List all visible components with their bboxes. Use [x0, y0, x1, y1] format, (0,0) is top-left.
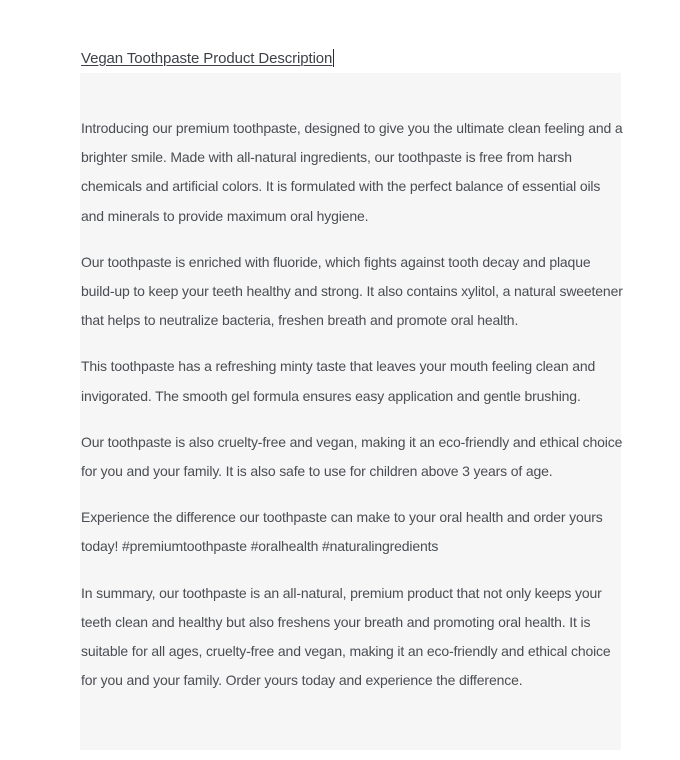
paragraph-summary: In summary, our toothpaste is an all-natural, premium product that not only keeps your teeth clean and healthy but also freshens your breath and promoting oral health. It is suitable for all ages, cruelty-free and vegan, making it an eco-friendly and ethical choice for you and your family. Order yours today and experience the difference. [81, 584, 611, 689]
document-body[interactable] [80, 73, 621, 750]
paragraph-call-to-action: Experience the difference our toothpaste can make to your oral health and order yours today! #premiumtoothpaste #oralhealth #naturalingredients [81, 509, 603, 555]
document-title: Vegan Toothpaste Product Description [81, 49, 333, 67]
paragraph-intro: Introducing our premium toothpaste, designed to give you the ultimate clean feeling and a brighter smile. Made with all-natural ingredients, our toothpaste is free from harsh chemicals and artificial colors. It is formulated with the perfect balance of essential oils and minerals to provide maximum oral hygiene. [81, 120, 623, 224]
text-cursor [333, 49, 334, 67]
paragraph-taste: This toothpaste has a refreshing minty taste that leaves your mouth feeling clean and invigorated. The smooth gel formula ensures easy application and gentle brushing. [81, 358, 596, 404]
paragraph-vegan: Our toothpaste is also cruelty-free and vegan, making it an eco-friendly and ethical choice for you and your family. It is also safe to use for children above 3 years of age. [81, 433, 623, 480]
paragraph-fluoride: Our toothpaste is enriched with fluoride, which fights against tooth decay and plaque build-up to keep your teeth healthy and strong. It also contains xylitol, a natural sweetener that helps to neutralize bacteria, freshen breath and promote oral health. [81, 253, 623, 329]
document-title-field[interactable] [81, 47, 334, 69]
